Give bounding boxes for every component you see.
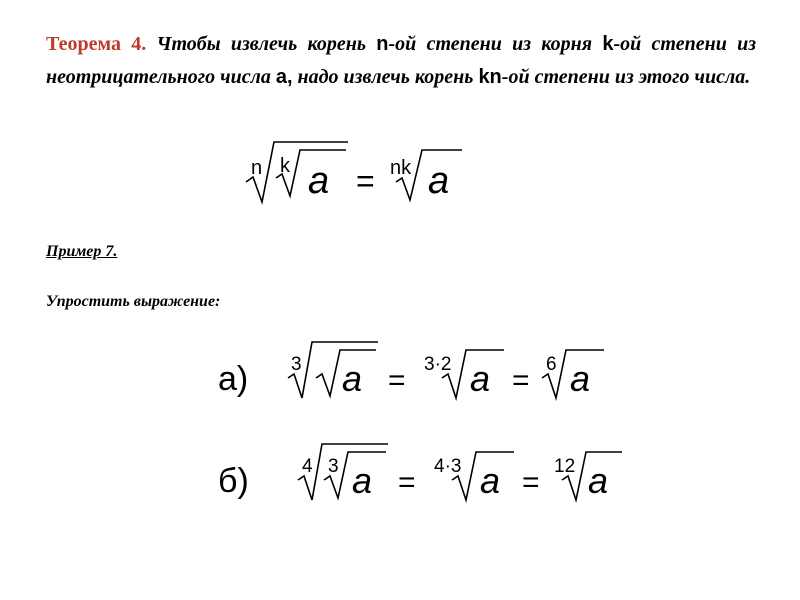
formula-b-inner-index: 3: [328, 456, 339, 477]
theorem-text-5: -ой степени из этого числа.: [501, 66, 751, 88]
formula-a-outer-index: 3: [291, 354, 302, 375]
theorem-text-2: -ой степени из корня: [388, 33, 603, 55]
formula-b-mid-index: 4·3: [434, 456, 462, 477]
formula-a-result-radicand: a: [570, 358, 591, 399]
formula-a-eq2: =: [512, 364, 530, 397]
task-text: Упростить выражение:: [46, 293, 221, 310]
formula-a-radicand: a: [342, 358, 363, 399]
theorem-text-1: Чтобы извлечь корень: [146, 33, 377, 55]
main-inner-index: k: [280, 155, 290, 177]
theorem-symbol-a: a,: [275, 66, 293, 88]
formula-b-result-radicand: a: [588, 460, 609, 501]
example-title: Пример 7.: [46, 243, 118, 260]
theorem-text-4: надо извлечь корень: [292, 66, 479, 88]
main-radicand: a: [308, 160, 330, 202]
main-formula: [240, 138, 480, 210]
formula-a-eq1: =: [388, 364, 406, 397]
formula-a-label: а): [218, 360, 249, 398]
formula-b: [212, 438, 632, 506]
theorem-symbol-kn: kn: [478, 66, 502, 88]
main-result-radicand: a: [428, 160, 450, 202]
theorem-paragraph: [46, 28, 756, 94]
formula-b-radicand: a: [352, 460, 373, 501]
main-result-index: nk: [390, 157, 412, 179]
formula-b-outer-index: 4: [302, 456, 313, 477]
formula-b-eq2: =: [522, 466, 540, 499]
formula-b-mid-radicand: a: [480, 460, 501, 501]
theorem-symbol-n: n: [376, 33, 389, 55]
formula-a-mid-index: 3·2: [424, 354, 452, 375]
formula-a: [212, 338, 612, 406]
formula-a-result-index: 6: [546, 354, 557, 375]
formula-b-result-index: 12: [554, 456, 576, 477]
main-equals: =: [356, 163, 375, 199]
main-outer-index: n: [251, 157, 263, 179]
theorem-text-3: -ой степени из неотрицательного числа: [46, 33, 757, 88]
theorem-label: Теорема 4.: [46, 33, 147, 55]
formula-a-mid-radicand: a: [470, 358, 491, 399]
theorem-symbol-k: k: [602, 33, 614, 55]
formula-b-eq1: =: [398, 466, 416, 499]
formula-b-label: б): [218, 462, 249, 500]
